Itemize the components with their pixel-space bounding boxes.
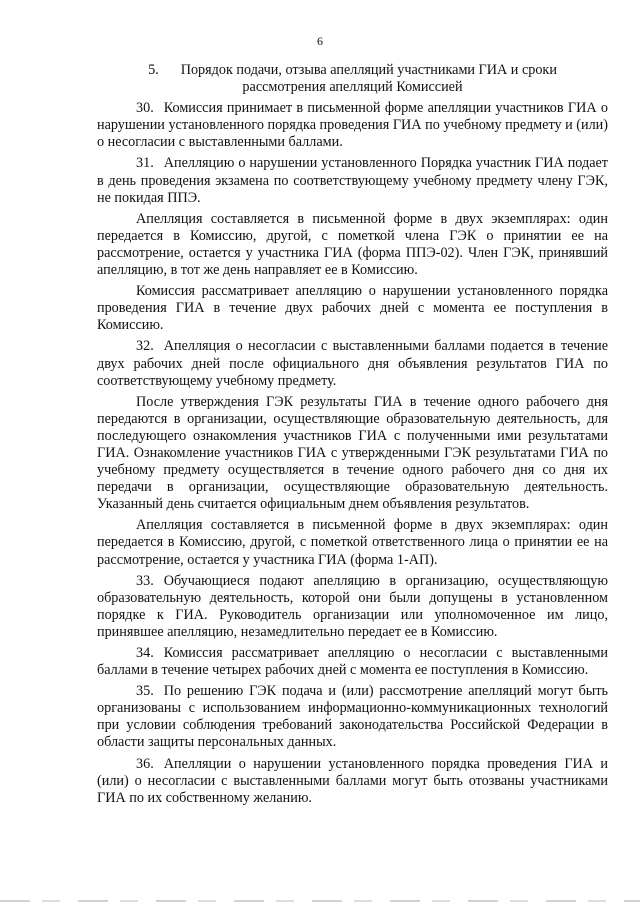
paragraph-30	[97, 100, 608, 151]
paragraph-number: 31.	[136, 155, 154, 172]
paragraph-text: Апелляция составляется в письменной форме в двух экземплярах: один передается в Комиссию, другой, с пометкой ответственного лица о принятии ее на рассмотрение, остается у участника ГИА (форма 1-АП).	[97, 517, 608, 568]
document-body	[97, 62, 608, 811]
paragraph-number: 33.	[136, 572, 154, 589]
paragraph-33	[97, 573, 608, 641]
paragraph-number: 32.	[136, 338, 154, 355]
paragraph-text: Обучающиеся подают апелляцию в организацию, осуществляющую образовательную деятельность, которой они были допущены в установленном порядке к ГИА. Руководитель организации или уполномоченное им лицо, принявшее апелляцию, незамедлительно передает ее в Комиссию.	[97, 572, 608, 640]
paragraph-number: 36.	[136, 755, 154, 772]
paragraph-number: 30.	[136, 100, 154, 117]
page-number: 6	[317, 34, 323, 48]
paragraph-36	[97, 756, 608, 807]
paragraph-text: Апелляция о несогласии с выставленными баллами подается в течение двух рабочих дней после официального дня объявления результатов ГИА по соответствующему учебному предмету.	[97, 338, 608, 389]
paragraph-text: Апелляцию о нарушении установленного Порядка участник ГИА подает в день проведения экзамена по соответствующему учебному предмету члену ГЭК, не покидая ППЭ.	[97, 155, 608, 206]
paragraph-text: Комиссия рассматривает апелляцию о нарушении установленного порядка проведения ГИА в течение двух рабочих дней с момента ее поступления в Комиссию.	[97, 283, 608, 334]
paragraph-number: 34.	[136, 645, 154, 661]
paragraph-35	[97, 683, 608, 751]
paragraph-text: Комиссия рассматривает апелляцию о несогласии с выставленными баллами в течение четырех рабочих дней с момента ее поступления в Комиссию.	[97, 645, 608, 679]
paragraph-34	[97, 645, 608, 679]
section-number: 5.	[148, 62, 159, 78]
paragraph-32	[97, 338, 608, 389]
paragraph-31-appeal-form	[97, 211, 608, 279]
section-title-line1: Порядок подачи, отзыва апелляций участниками ГИА и сроки	[180, 62, 557, 78]
paragraph-text: Комиссия принимает в письменной форме апелляции участников ГИА о нарушении установленного порядка проведения ГИА по учебному предмету и (или) о несогласии с выставленными баллами.	[97, 100, 608, 151]
paragraph-text: По решению ГЭК подача и (или) рассмотрение апелляций могут быть организованы с использованием информационно-коммуникационных технологий при условии соблюдения требований законодательства Российской Федерации в области защиты персональных данных.	[97, 683, 608, 751]
paragraph-31-review	[97, 283, 608, 334]
scan-edge-artifact	[0, 900, 640, 902]
paragraph-31	[97, 155, 608, 206]
section-heading	[97, 62, 608, 96]
section-title-line2: рассмотрения апелляций Комиссией	[242, 79, 463, 96]
paragraph-32-results	[97, 394, 608, 514]
paragraph-text: После утверждения ГЭК результаты ГИА в течение одного рабочего дня передаются в организации, осуществляющие образовательную деятельность, для последующего ознакомления участников ГИА с полученными ими результатами ГИА. Ознакомление участников ГИА с утвержденными ГЭК результатами ГИА по учебному предмету осуществляется в течение одного рабочего дня со дня их передачи в организации, осуществляющие образовательную деятельность. Указанный день считается официальным днем объявления результатов.	[97, 393, 608, 513]
paragraph-number: 35.	[136, 683, 154, 700]
paragraph-text: Апелляция составляется в письменной форме в двух экземплярах: один передается в Комиссию, другой, с пометкой члена ГЭК о принятии ее на рассмотрение, остается у участника ГИА (форма ППЭ-02). Член ГЭК, принявший апелляцию, в тот же день направляет ее в Комиссию.	[97, 210, 608, 279]
paragraph-text: Апелляции о нарушении установленного порядка проведения ГИА и (или) о несогласии с выставленными баллами могут быть отозваны участниками ГИА по их собственному желанию.	[97, 755, 608, 806]
paragraph-32-appeal-form	[97, 517, 608, 568]
